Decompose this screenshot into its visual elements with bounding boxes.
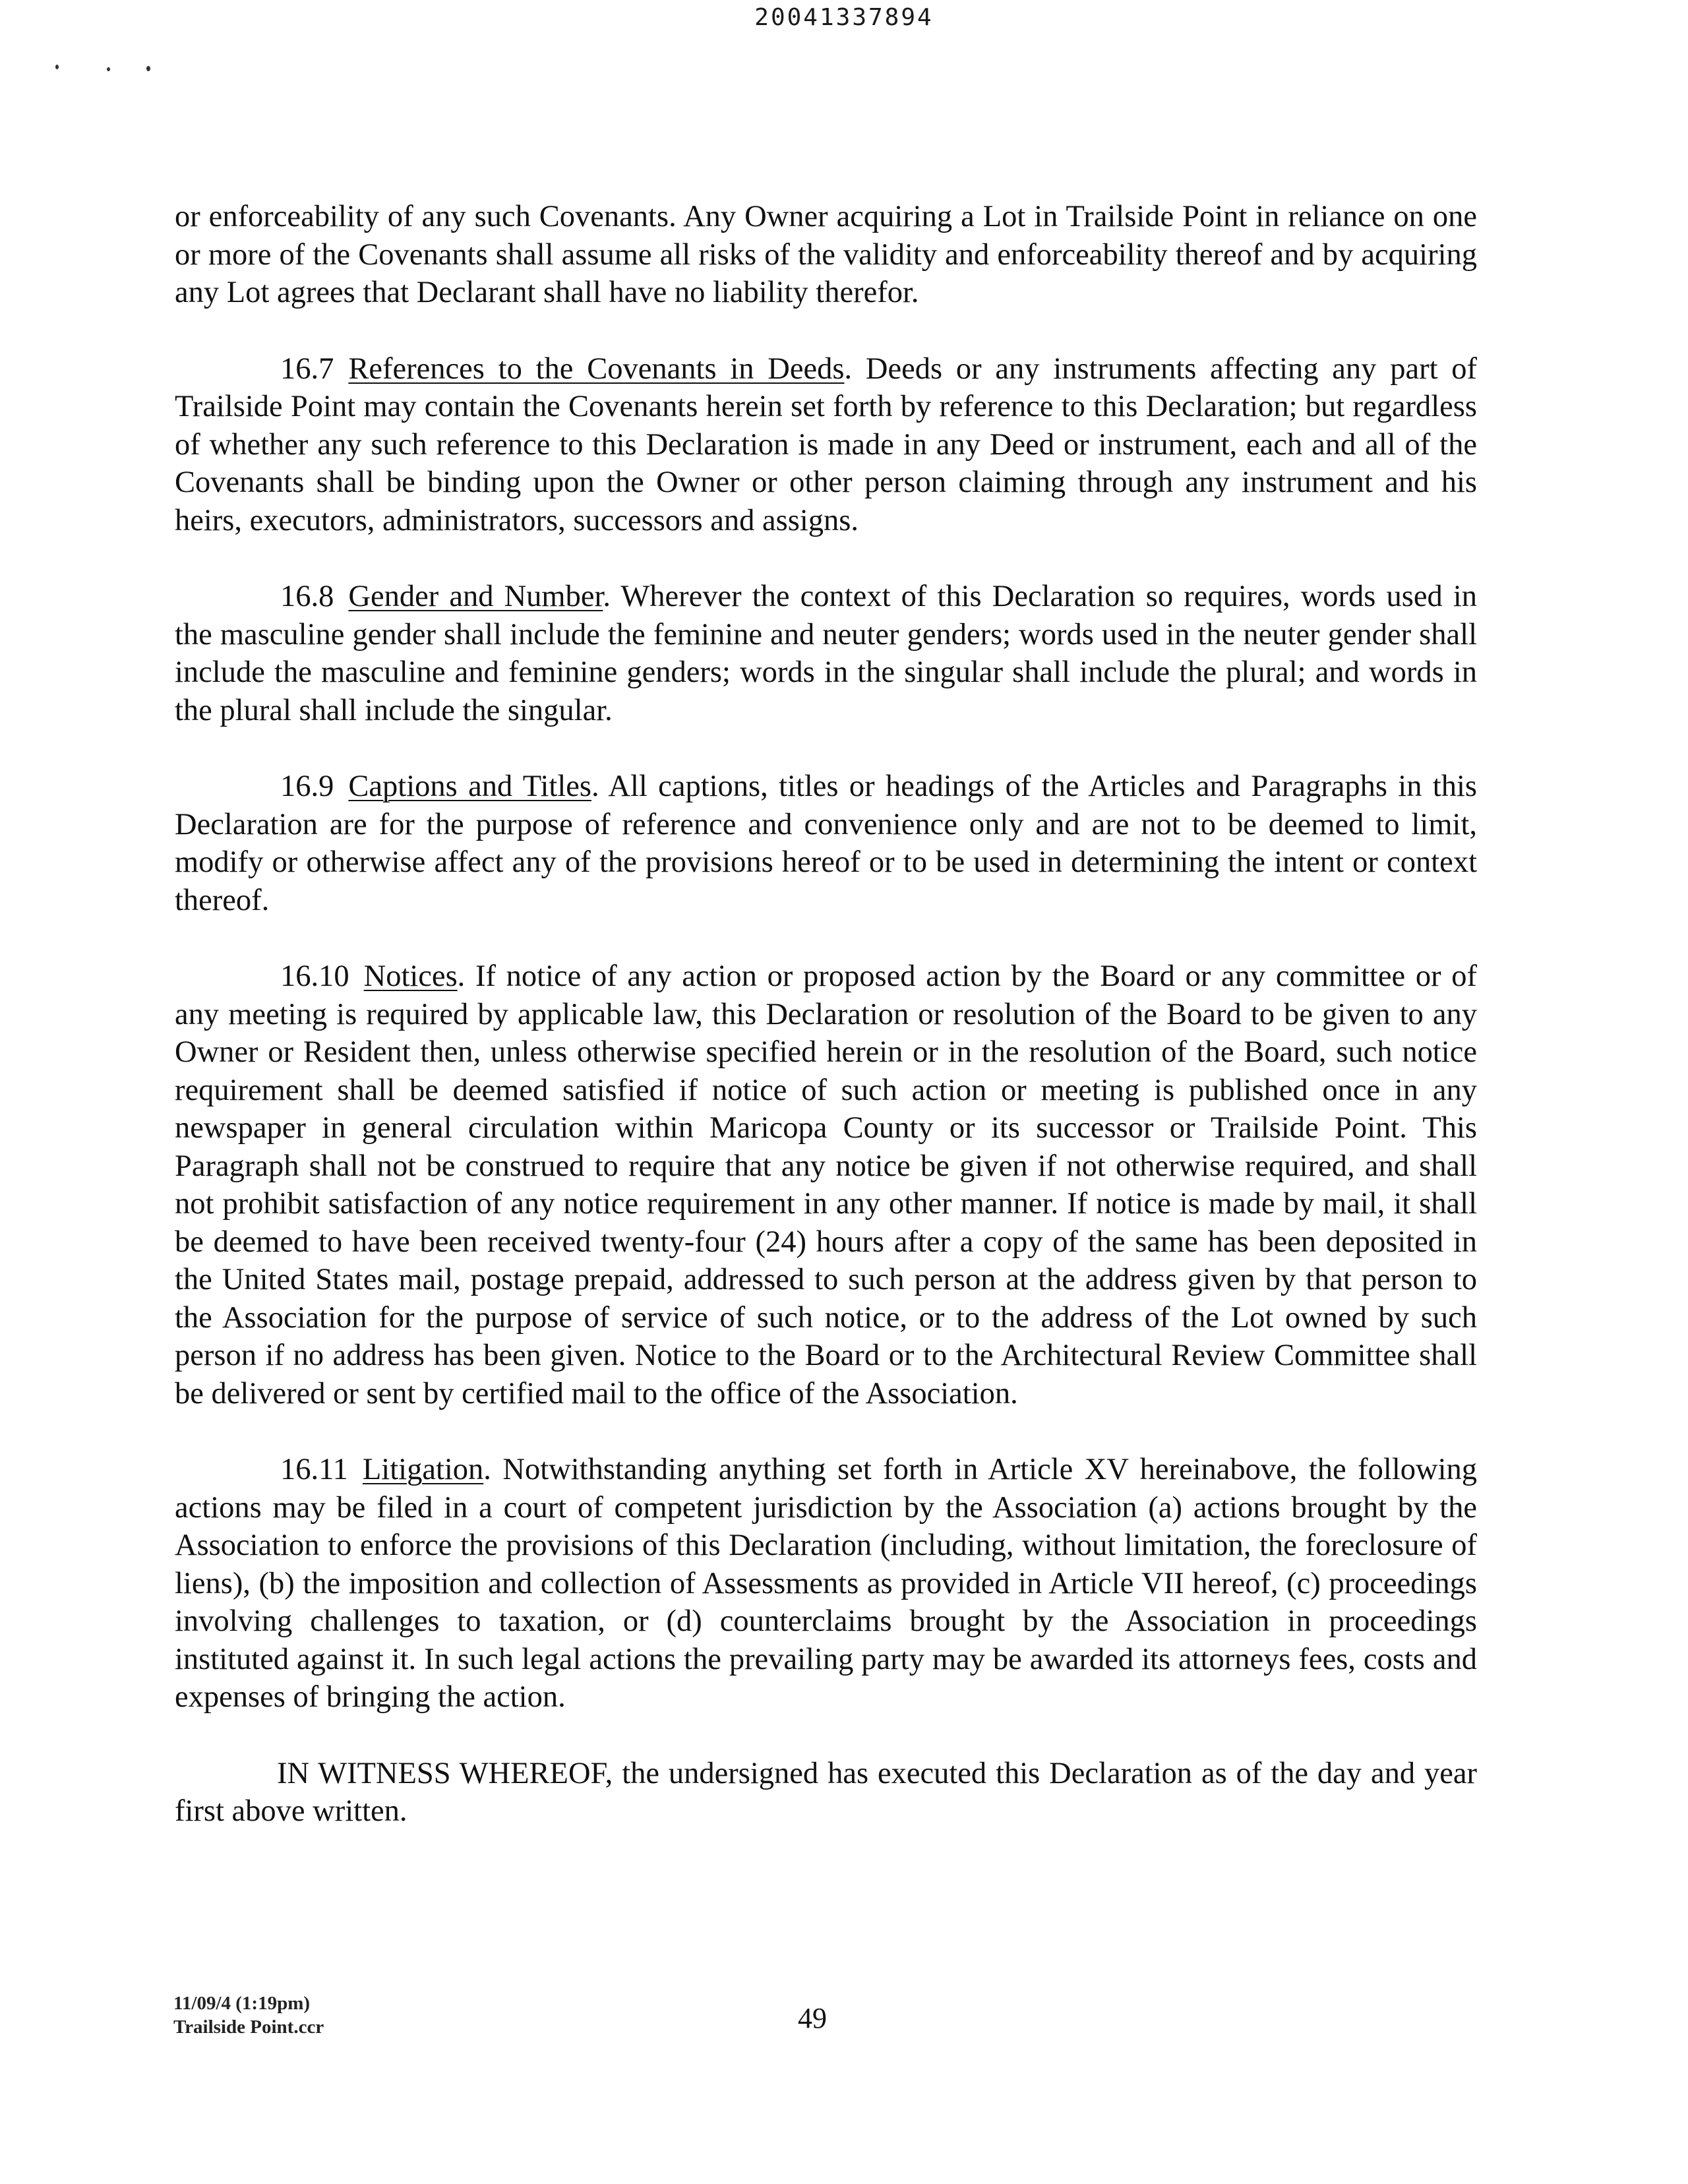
section-title: References to the Covenants in Deeds [348,351,845,386]
section-number: 16.10 [280,959,349,993]
section-16-11: 16.11 Litigation. Notwithstanding anything set forth in Article XV hereinabove, the following actions may be filed in a court of competent jurisdiction by the Association (a) actions brought by the Association to enforce the provisions of this Declaration (including, without limitation, the foreclosure of liens), (b) the imposition and collection of Assessments as provided in Article VII hereof, (c) proceedings involving challenges to taxation, or (d) counterclaims brought by the Association in proceedings instituted against it. In such legal actions the prevailing party may be awarded its attorneys fees, costs and expenses of bringing the action. [175,1453,1477,1714]
section-title: Captions and Titles [348,770,591,803]
section-title: Notices [363,959,458,993]
section-number: 16.7 [280,351,334,386]
paragraph-text: or enforceability of any such Covenants. Any Owner acquiring a Lot in Trailside Point in reliance on one or more of the Covenants shall assume all risks of the validity and enforceability thereof and by acquiring any Lot agrees that Declarant shall have no liability therefor. [175,200,1477,309]
section-text: If notice of any action or proposed action by the Board or any committee or of any meeting is required by applicable law, this Declaration or resolution of the Board to be given to any Owner or Resident then, unless otherwise specified herein or in the resolution of the Board, such notice requirement shall be deemed satisfied if notice of such action or meeting is published once in any newspaper in general circulation within Maricopa County or its successor or Trailside Point. This Paragraph shall not be construed to require that any notice be given if not otherwise required, and shall not prohibit satisfaction of any notice requirement in any other manner. If notice is made by mail, it shall be deemed to have been received twenty-four (24) hours after a copy of the same has been deposited in the United States mail, postage prepaid, addressed to such person at the address given by that person to the Association for the purpose of service of such notice, or to the address of the Lot owned by such person if no address has been given. Notice to the Board or to the Architectural Review Committee shall be delivered or sent by certified mail to the office of the Association. [175,959,1477,1410]
footer-timestamp: 11/09/4 (1:19pm) [173,1993,311,2014]
section-16-7: 16.7 References to the Covenants in Deeds. Deeds or any instruments affecting any part of Trailside Point may contain the Covenants herein set forth by reference to this Declaration; but regardless of whether any such reference to this Declaration is made in any Deed or instrument, each and all of the Covenants shall be binding upon the Owner or other person claiming through any instrument and his heirs, executors, administrators, successors and assigns. [175,351,1478,537]
section-number: 16.9 [280,770,334,803]
footer-filename: Trailside Point.ccr [173,2017,324,2038]
section-number: 16.8 [280,580,334,613]
section-16-9: 16.9 Captions and Titles. All captions, titles or headings of the Articles and Paragraphs in this Declaration are for the purpose of reference and convenience only and are not to be deemed to limit, modify or otherwise affect any of the provisions hereof or to be used in determining the intent or context thereof. [175,770,1477,917]
scan-speck [55,65,59,69]
section-16-10: 16.10 Notices. If notice of any action or proposed action by the Board or any committee or of any meeting is required by applicable law, this Declaration or resolution of the Board to be given to any Owner or Resident then, unless otherwise specified herein or in the resolution of the Board, such notice requirement shall be deemed satisfied if notice of such action or meeting is published once in any newspaper in general circulation within Maricopa County or its successor or Trailside Point. This Paragraph shall not be construed to require that any notice be given if not otherwise required, and shall not prohibit satisfaction of any notice requirement in any other manner. If notice is made by mail, it shall be deemed to have been received twenty-four (24) hours after a copy of the same has been deposited in the United States mail, postage prepaid, addressed to such person at the address given by that person to the Association for the purpose of service of such notice, or to the address of the Lot owned by such person if no address has been given. Notice to the Board or to the Architectural Review Committee shall be delivered or sent by certified mail to the office of the Association. [175,959,1477,1410]
section-title: Gender and Number [348,580,603,613]
document-number: 20041337894 [754,4,934,31]
section-number: 16.11 [280,1453,348,1486]
section-text: Wherever the context of this Declaration so requires, words used in the masculine gender shall include the feminine and neuter genders; words used in the neuter gender shall include the masculine and feminine genders; words in the singular shall include the plural; and words in the plural shall include the singular. [175,580,1477,727]
footer-file-info [173,1991,324,2039]
scan-speck [146,66,150,71]
section-text: Deeds or any instruments affecting any part of Trailside Point may contain the Covenants herein set forth by reference to this Declaration; but regardless of whether any such reference to this Declaration is made in any Deed or instrument, each and all of the Covenants shall be binding upon the Owner or other person claiming through any instrument and his heirs, executors, administrators, successors and assigns. [175,351,1478,537]
continuation-paragraph [175,198,1477,312]
document-body [175,198,1477,1869]
section-text: Notwithstanding anything set forth in Article XV hereinabove, the following actions may be filed in a court of competent jurisdiction by the Association (a) actions brought by the Association to enforce the provisions of this Declaration (including, without limitation, the foreclosure of liens), (b) the imposition and collection of Assessments as provided in Article VII hereof, (c) proceedings involving challenges to taxation, or (d) counterclaims brought by the Association in proceedings instituted against it. In such legal actions the prevailing party may be awarded its attorneys fees, costs and expenses of bringing the action. [175,1453,1477,1714]
scan-speck [107,67,110,71]
section-title: Litigation [362,1453,484,1486]
section-16-8: 16.8 Gender and Number. Wherever the context of this Declaration so requires, words used in the masculine gender shall include the feminine and neuter genders; words used in the neuter gender shall include the masculine and feminine genders; words in the singular shall include the plural; and words in the plural shall include the singular. [175,580,1477,727]
page-number: 49 [798,2002,827,2034]
section-text: All captions, titles or headings of the Articles and Paragraphs in this Declaration are for the purpose of reference and convenience only and are not to be deemed to limit, modify or otherwise affect any of the provisions hereof or to be used in determining the intent or context thereof. [175,770,1477,917]
witness-clause: IN WITNESS WHEREOF, the undersigned has executed this Declaration as of the day and year first above written. [175,1756,1477,1828]
